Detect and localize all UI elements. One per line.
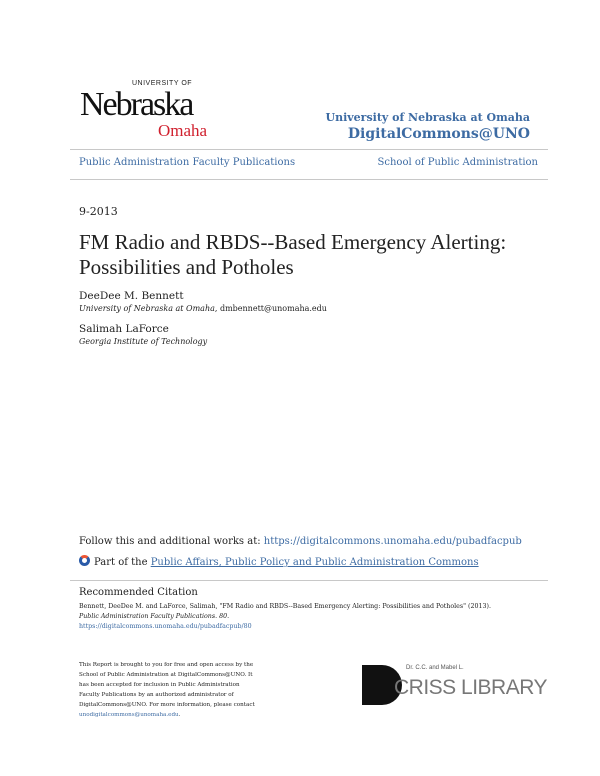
notice-end: . xyxy=(178,712,181,718)
criss-library-logo xyxy=(362,663,547,709)
author-email: , dmbennett@unomaha.edu xyxy=(214,304,327,313)
contact-email-link[interactable]: unodigitalcommons@unomaha.edu xyxy=(79,712,179,718)
part-of-label: Part of the xyxy=(94,557,151,568)
publication-date: 9-2013 xyxy=(79,205,118,218)
series-url-link[interactable]: https://digitalcommons.unomaha.edu/pubadfacpub xyxy=(263,536,522,547)
logo-university: UNIVERSITY OF xyxy=(132,80,193,87)
author-name: DeeDee M. Bennett xyxy=(79,290,184,302)
unebraska-omaha-logo xyxy=(80,80,220,142)
department-link[interactable]: School of Public Administration xyxy=(377,157,538,168)
logo-nebraska: Nebraska xyxy=(80,86,193,123)
library-logo-main: CRISS LIBRARY xyxy=(394,676,547,699)
article-title: FM Radio and RBDS--Based Emergency Alerting: Possibilities and Potholes xyxy=(79,230,507,279)
citation-text: Bennett, DeeDee M. and LaForce, Salimah, "FM Radio and RBDS--Based Emergency Alerting: Possibilities and Potholes" (2013). xyxy=(79,603,491,610)
logo-omaha: Omaha xyxy=(158,121,208,140)
divider xyxy=(70,179,548,180)
divider xyxy=(70,580,548,581)
author-1 xyxy=(79,290,327,313)
citation-heading: Recommended Citation xyxy=(79,587,198,598)
author-affiliation: University of Nebraska at Omaha xyxy=(79,304,215,313)
repository-name[interactable]: DigitalCommons@UNO xyxy=(347,126,530,142)
library-logo-top: Dr. C.C. and Mabel L. xyxy=(406,665,464,671)
citation-source: Public Administration Faculty Publications. 80. xyxy=(79,613,230,620)
commons-link[interactable]: Public Affairs, Public Policy and Public Administration Commons xyxy=(150,557,479,568)
access-notice: This Report is brought to you for free and open access by the School of Public Administration at DigitalCommons@UNO. It has been accepted for inclusion in Public Administration Faculty Publications by an authorized administrator of DigitalCommons@UNO. For more information, please contact xyxy=(79,662,255,708)
follow-label: Follow this and additional works at: xyxy=(79,536,264,547)
collection-link[interactable]: Public Administration Faculty Publications xyxy=(79,157,296,168)
institution-name: University of Nebraska at Omaha xyxy=(325,111,530,124)
divider xyxy=(70,149,548,150)
author-2 xyxy=(79,323,207,346)
commons-network-icon xyxy=(79,555,90,566)
author-name: Salimah LaForce xyxy=(79,323,169,335)
author-affiliation: Georgia Institute of Technology xyxy=(79,337,208,346)
citation-url[interactable]: https://digitalcommons.unomaha.edu/pubadfacpub/80 xyxy=(79,623,252,630)
